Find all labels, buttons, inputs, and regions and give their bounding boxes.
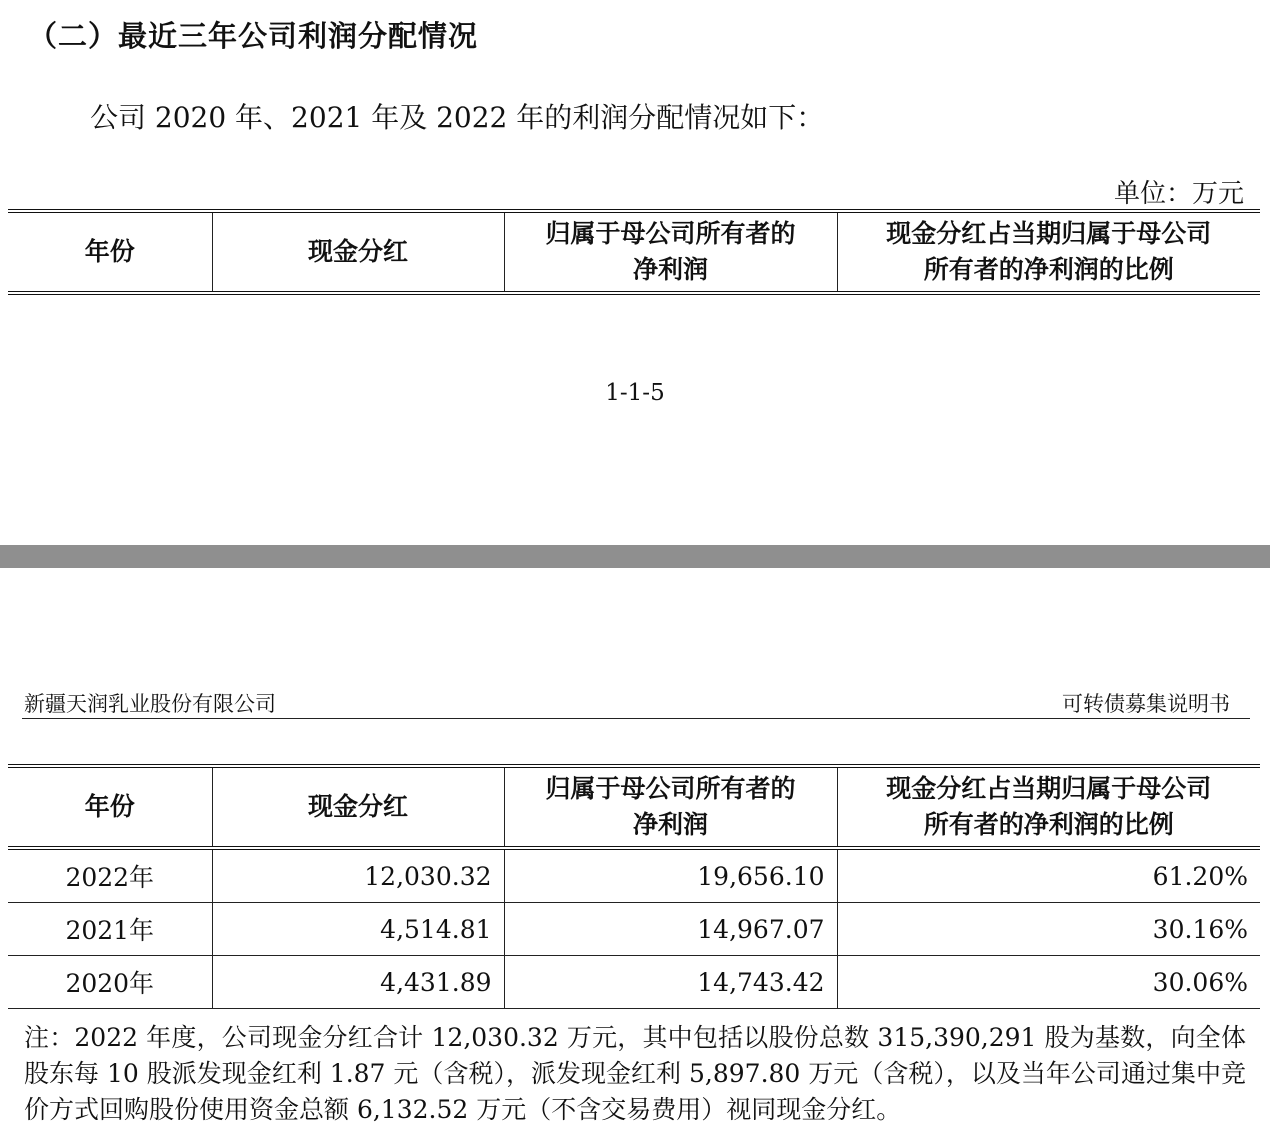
cell-net-profit: 14,967.07 <box>504 903 837 956</box>
cell-cash-dividend: 4,431.89 <box>212 956 504 1009</box>
cell-cash-dividend: 12,030.32 <box>212 848 504 903</box>
cell-year: 2020年 <box>8 956 212 1009</box>
company-name-header: 新疆天润乳业股份有限公司 <box>24 692 276 716</box>
cell-ratio: 61.20% <box>837 848 1260 903</box>
intro-paragraph: 公司 2020 年、2021 年及 2022 年的利润分配情况如下： <box>90 101 825 134</box>
unit-label: 单位：万元 <box>1113 179 1244 209</box>
table-row <box>8 848 1260 903</box>
profit-distribution-table <box>8 764 1260 1009</box>
table-row <box>8 903 1260 956</box>
col-header-net-profit: 归属于母公司所有者的 净利润 <box>504 766 837 848</box>
page-number: 1-1-5 <box>605 380 665 406</box>
table-note: 注：2022 年度，公司现金分红合计 12,030.32 万元，其中包括以股份总数 315,390,291 股为基数，向全体股东每 10 股派发现金红利 1.87 元（含税），派发现金红利 5,897.80 万元（含税），以及当年公司通过集中竞价方式回购股份使用资金总额 6,132.52 万元（不含交易费用）视同现金分红。 <box>24 1023 1246 1124</box>
page-1 <box>0 0 1270 545</box>
cell-net-profit: 19,656.10 <box>504 848 837 903</box>
page-separator <box>0 545 1270 568</box>
col-header-year: 年份 <box>8 766 212 848</box>
col-header-year: 年份 <box>8 211 212 293</box>
col-header-cash-dividend: 现金分红 <box>212 211 504 293</box>
page-2 <box>0 568 1270 1148</box>
profit-distribution-table-header-p1 <box>8 209 1260 295</box>
cell-cash-dividend: 4,514.81 <box>212 903 504 956</box>
col-header-cash-dividend: 现金分红 <box>212 766 504 848</box>
cell-year: 2022年 <box>8 848 212 903</box>
cell-year: 2021年 <box>8 903 212 956</box>
cell-ratio: 30.16% <box>837 903 1260 956</box>
header-divider <box>22 718 1250 719</box>
cell-net-profit: 14,743.42 <box>504 956 837 1009</box>
table-row <box>8 956 1260 1009</box>
col-header-ratio: 现金分红占当期归属于母公司 所有者的净利润的比例 <box>837 211 1260 293</box>
document-title-header: 可转债募集说明书 <box>1062 692 1230 716</box>
col-header-ratio: 现金分红占当期归属于母公司 所有者的净利润的比例 <box>837 766 1260 848</box>
col-header-net-profit: 归属于母公司所有者的 净利润 <box>504 211 837 293</box>
cell-ratio: 30.06% <box>837 956 1260 1009</box>
section-title: （二）最近三年公司利润分配情况 <box>28 19 479 53</box>
